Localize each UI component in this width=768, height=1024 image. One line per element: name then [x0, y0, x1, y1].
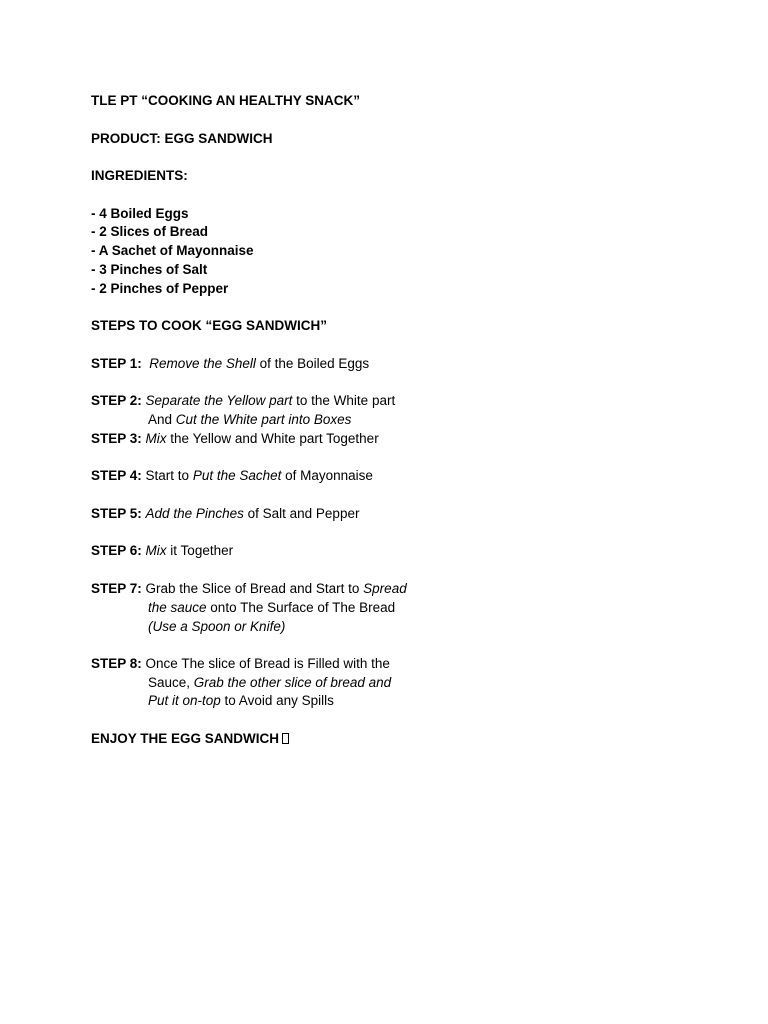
missing-glyph-icon	[282, 733, 289, 744]
step-8-continued	[148, 675, 391, 691]
step-action: Add the Pinches	[145, 506, 244, 521]
step-action: the sauce	[148, 600, 207, 615]
step-label: STEP 7:	[91, 581, 142, 596]
step-2	[91, 393, 395, 409]
step-text: And	[148, 412, 176, 427]
step-8-continued-2	[148, 693, 334, 709]
ingredients-heading: INGREDIENTS:	[91, 168, 188, 183]
step-label: STEP 3:	[91, 431, 142, 446]
step-text: it Together	[166, 543, 234, 558]
step-text: of the Boiled Eggs	[255, 356, 370, 371]
step-label: STEP 1:	[91, 356, 142, 371]
ingredient-item: - 2 Slices of Bread	[91, 224, 209, 239]
step-text: Sauce,	[148, 675, 194, 690]
product-line: PRODUCT: EGG SANDWICH	[91, 131, 273, 146]
step-action: Remove the Shell	[149, 356, 256, 371]
step-text: of Mayonnaise	[281, 468, 373, 483]
document-title: TLE PT “COOKING AN HEALTHY SNACK”	[91, 93, 361, 108]
step-5	[91, 506, 359, 522]
closing-text: ENJOY THE EGG SANDWICH	[91, 731, 280, 746]
step-text: of Salt and Pepper	[243, 506, 360, 521]
step-action: Put the Sachet	[192, 468, 282, 483]
step-6	[91, 543, 233, 559]
ingredient-item: - 2 Pinches of Pepper	[91, 281, 229, 296]
step-4	[91, 468, 373, 484]
step-7-continued	[148, 600, 395, 616]
step-action: Put it on-top	[148, 693, 221, 708]
step-text: Once The slice of Bread is Filled with the	[145, 656, 390, 671]
step-label: STEP 2:	[91, 393, 142, 408]
step-text: Start to	[145, 468, 193, 483]
step-7	[91, 581, 407, 597]
step-action: Mix	[145, 543, 167, 558]
step-2-continued	[148, 412, 351, 428]
step-action: Separate the Yellow part	[145, 393, 293, 408]
step-text: Grab the Slice of Bread and Start to	[145, 581, 364, 596]
step-3	[91, 431, 379, 447]
step-text: the Yellow and White part Together	[166, 431, 379, 446]
ingredient-item: - 4 Boiled Eggs	[91, 206, 189, 221]
step-1	[91, 356, 369, 372]
step-action: Grab the other slice of bread and	[193, 675, 392, 690]
steps-heading: STEPS TO COOK “EGG SANDWICH”	[91, 318, 328, 333]
step-action: Spread	[363, 581, 407, 596]
step-action: Cut the White part into Boxes	[175, 412, 352, 427]
step-text: to the White part	[292, 393, 396, 408]
ingredient-item: - A Sachet of Mayonnaise	[91, 243, 254, 258]
closing-line	[91, 731, 289, 747]
step-label: STEP 6:	[91, 543, 142, 558]
step-text: to Avoid any Spills	[220, 693, 334, 708]
step-action: Mix	[145, 431, 167, 446]
ingredient-item: - 3 Pinches of Salt	[91, 262, 208, 277]
step-text: onto The Surface of The Bread	[206, 600, 396, 615]
step-8	[91, 656, 390, 672]
step-label: STEP 5:	[91, 506, 142, 521]
step-label: STEP 4:	[91, 468, 142, 483]
step-7-note: (Use a Spoon or Knife)	[148, 619, 286, 634]
step-label: STEP 8:	[91, 656, 142, 671]
